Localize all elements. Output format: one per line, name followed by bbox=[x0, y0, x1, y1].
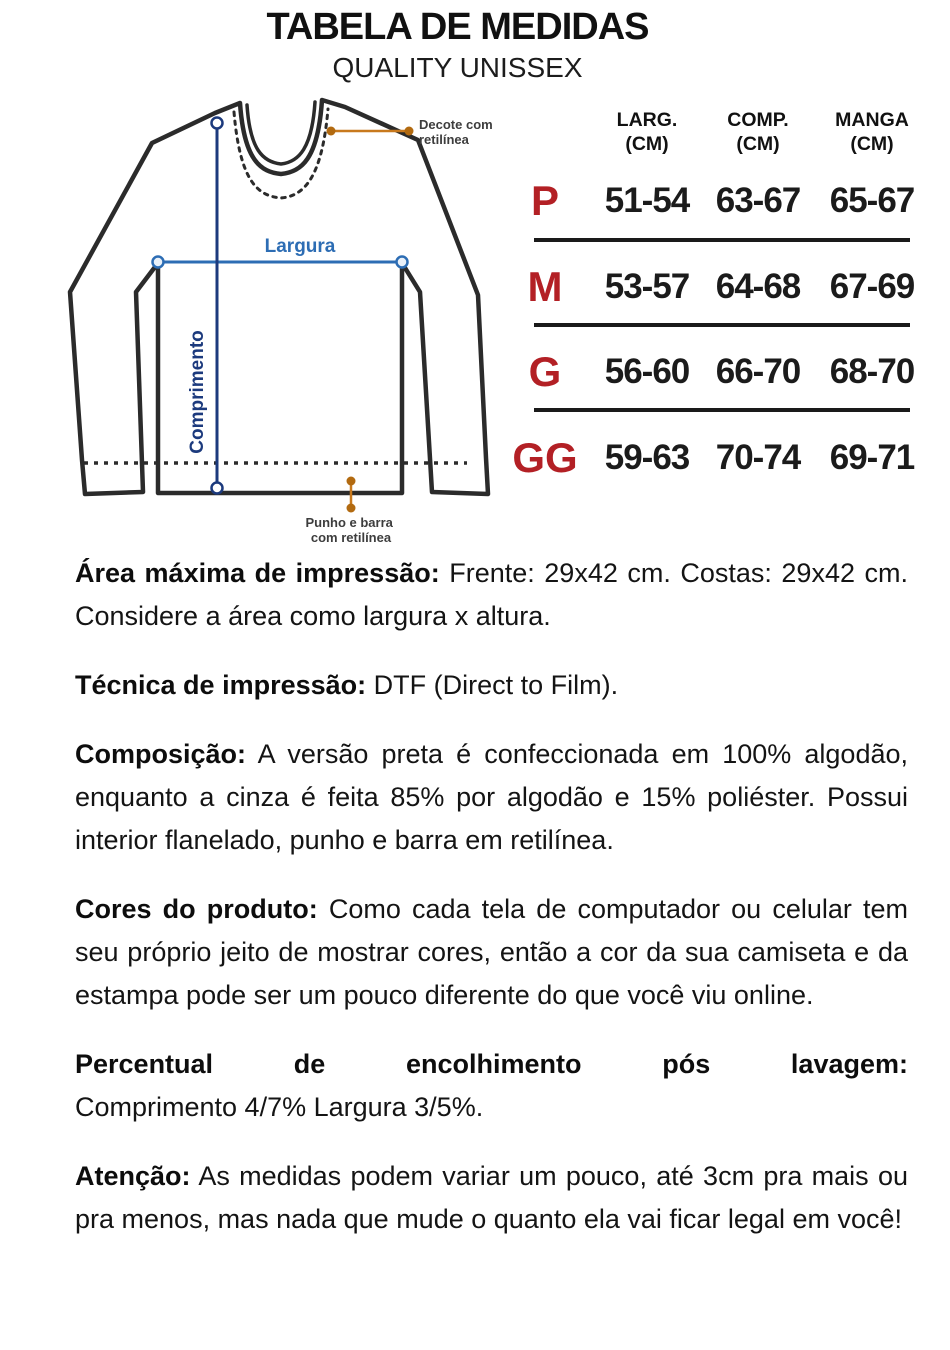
column-header-larg: LARG. (CM) bbox=[616, 109, 678, 155]
manga-value: 68-70 bbox=[829, 352, 915, 391]
comp-value: 63-67 bbox=[715, 181, 801, 220]
decote-dot-right-icon bbox=[405, 127, 414, 136]
paragraph-label: Área máxima de impressão: bbox=[75, 558, 440, 588]
sweatshirt-diagram bbox=[55, 88, 500, 553]
row-divider bbox=[534, 408, 910, 412]
size-table bbox=[498, 100, 930, 500]
paragraph-body: Comprimento 4/7% Largura 3/5%. bbox=[75, 1092, 484, 1122]
punho-dot-top-icon bbox=[347, 477, 356, 486]
paragraph-label: Percentual de encolhimento pós lavagem: bbox=[75, 1049, 908, 1079]
paragraph-area-impressao bbox=[75, 552, 908, 638]
paragraph-atencao bbox=[75, 1155, 908, 1241]
paragraph-composicao bbox=[75, 733, 908, 862]
larg-value: 53-57 bbox=[604, 267, 690, 306]
size-label: GG bbox=[512, 434, 578, 481]
paragraph-label: Cores do produto: bbox=[75, 894, 318, 924]
paragraph-label: Atenção: bbox=[75, 1161, 191, 1191]
collar-inner-line-icon bbox=[247, 102, 315, 164]
paragraph-body: As medidas podem variar um pouco, até 3cm pra mais ou pra menos, mas nada que mude o quanto ela vai ficar legal em você! bbox=[75, 1161, 908, 1234]
paragraph-cores-produto bbox=[75, 888, 908, 1017]
size-label: M bbox=[527, 263, 563, 310]
paragraph-tecnica-impressao bbox=[75, 664, 908, 707]
larg-value: 59-63 bbox=[604, 438, 690, 477]
size-label: P bbox=[530, 177, 559, 224]
comprimento-endpoint-top-icon bbox=[212, 118, 223, 129]
decote-dot-left-icon bbox=[327, 127, 336, 136]
paragraph-body: DTF (Direct to Film). bbox=[366, 670, 619, 700]
description-text bbox=[75, 552, 908, 1267]
decote-label: Decote com retilínea bbox=[419, 117, 493, 147]
paragraph-label: Técnica de impressão: bbox=[75, 670, 367, 700]
comp-value: 64-68 bbox=[715, 267, 801, 306]
comprimento-endpoint-bottom-icon bbox=[212, 483, 223, 494]
manga-value: 65-67 bbox=[829, 181, 915, 220]
row-divider bbox=[534, 238, 910, 242]
size-label: G bbox=[528, 348, 562, 395]
column-header-manga: MANGA (CM) bbox=[835, 109, 909, 155]
sweatshirt-outline-icon bbox=[70, 100, 488, 494]
manga-value: 69-71 bbox=[829, 438, 915, 477]
comp-value: 66-70 bbox=[715, 352, 801, 391]
column-header-comp: COMP. (CM) bbox=[727, 109, 789, 155]
punho-label: Punho e barra com retilínea bbox=[305, 515, 393, 545]
comp-value: 70-74 bbox=[715, 438, 801, 477]
largura-label: Largura bbox=[264, 236, 336, 257]
punho-dot-bottom-icon bbox=[347, 504, 356, 513]
larg-value: 56-60 bbox=[604, 352, 690, 391]
comprimento-label: Comprimento bbox=[187, 330, 208, 454]
table-row-m bbox=[498, 261, 930, 313]
paragraph-body: Frente: 29x42 cm. Costas: 29x42 cm. Considere a área como largura x altura. bbox=[75, 558, 908, 631]
paragraph-body: A versão preta é confeccionada em 100% algodão, enquanto a cinza é feita 85% por algodão e 15% poliéster. Possui interior flanelado, punho e barra em retilínea. bbox=[75, 739, 908, 855]
page-subtitle: QUALITY UNISSEX bbox=[332, 52, 583, 83]
table-row-p bbox=[498, 175, 930, 227]
table-row-g bbox=[498, 346, 930, 398]
largura-endpoint-right-icon bbox=[397, 257, 408, 268]
paragraph-encolhimento bbox=[75, 1043, 908, 1129]
row-divider bbox=[534, 323, 910, 327]
manga-value: 67-69 bbox=[829, 267, 915, 306]
paragraph-body: Como cada tela de computador ou celular tem seu próprio jeito de mostrar cores, então a cor da sua camiseta e da estampa pode ser um pouco diferente do que você viu online. bbox=[75, 894, 908, 1010]
page-title: TABELA DE MEDIDAS bbox=[266, 6, 649, 48]
largura-endpoint-left-icon bbox=[153, 257, 164, 268]
table-row-gg bbox=[498, 432, 930, 484]
size-table-header bbox=[498, 108, 930, 156]
larg-value: 51-54 bbox=[604, 181, 690, 220]
paragraph-label: Composição: bbox=[75, 739, 247, 769]
